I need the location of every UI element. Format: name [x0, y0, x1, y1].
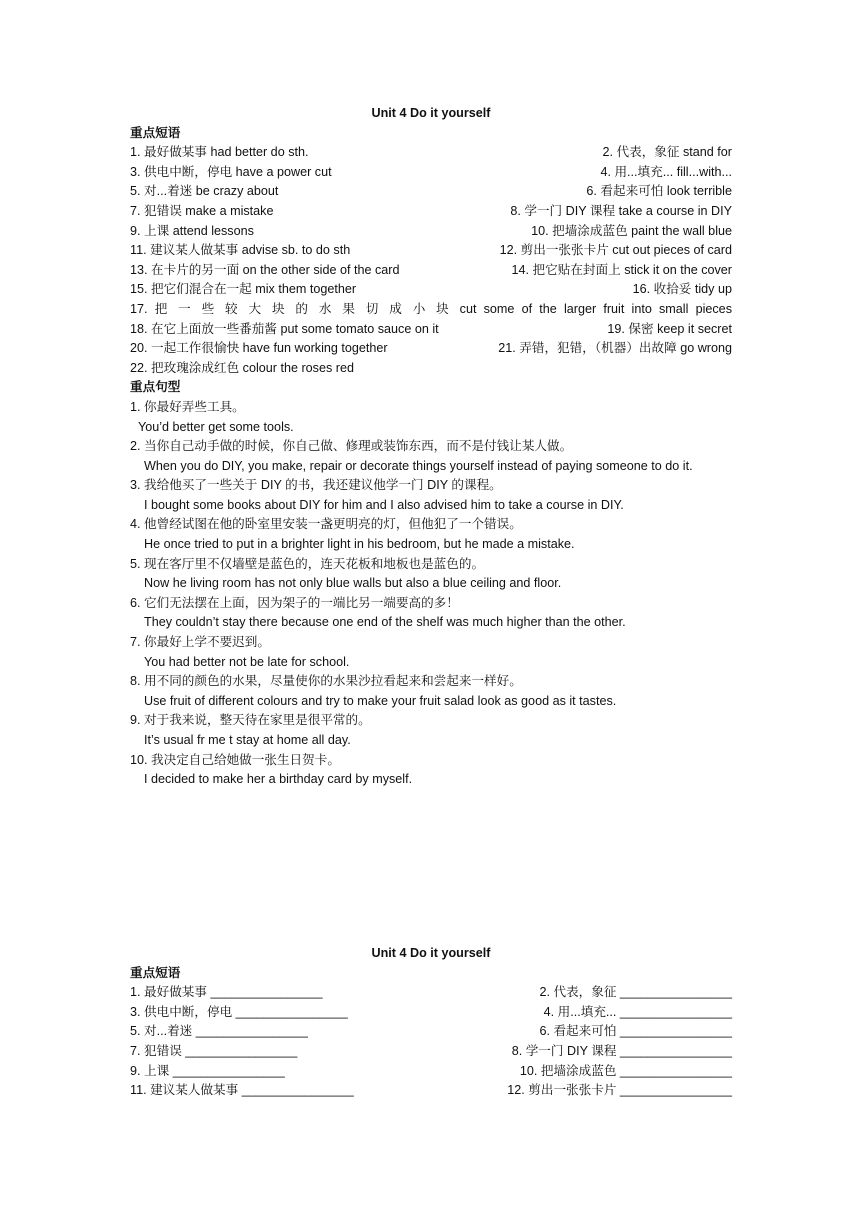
phrase-row	[130, 202, 732, 222]
sentence-cn: 10. 我决定自己给她做一张生日贺卡。	[130, 752, 340, 767]
sentence-cn: 6. 它们无法摆在上面，因为架子的一端比另一端要高的多！	[130, 595, 459, 610]
sentence-en: I bought some books about DIY for him and I also advised him to take a course in DIY.	[144, 497, 624, 512]
phrase-row	[130, 222, 732, 242]
phrase-list	[130, 143, 732, 378]
sentence-cn: 3. 我给他买了一些关于 DIY 的书，我还建议他学一门 DIY 的课程。	[130, 478, 502, 493]
sentence-en: You had better not be late for school.	[144, 654, 350, 669]
blank-left: 3. 供电中断，停电 ________________	[130, 1004, 348, 1019]
sentence-cn: 9. 对于我来说，整天待在家里是很平常的。	[130, 713, 371, 728]
blank-right: 8. 学一门 DIY 课程 ________________	[511, 1043, 732, 1058]
phrase-right: 14. 把它贴在封面上 stick it on the cover	[511, 262, 732, 277]
blank-right: 2. 代表，象征 ________________	[539, 985, 732, 1000]
phrase-left: 3. 供电中断，停电 have a power cut	[130, 164, 332, 179]
sentence-en: Now he living room has not only blue walls but also a blue ceiling and floor.	[144, 576, 562, 591]
blank-row	[130, 1062, 732, 1082]
sentence-cn: 2. 当你自己动手做的时候，你自己做、修理或装饰东西，而不是付钱让某人做。	[130, 439, 573, 454]
phrase-row	[130, 182, 732, 202]
phrase-left: 11. 建议某人做某事 advise sb. to do sth	[130, 243, 351, 258]
sentence-cn: 5. 现在客厅里不仅墙壁是蓝色的，连天花板和地板也是蓝色的。	[130, 556, 485, 571]
sentence-en: It’s usual fr me t stay at home all day.	[144, 733, 351, 747]
sentence-cn: 7. 你最好上学不要迟到。	[130, 635, 270, 650]
section-exercise	[130, 944, 732, 1101]
phrase-left: 15. 把它们混合在一起 mix them together	[130, 282, 357, 297]
phrase-row	[130, 241, 732, 261]
phrase-right: 16. 收拾妥 tidy up	[632, 282, 732, 297]
phrase-right: 6. 看起来可怕 look terrible	[586, 184, 732, 199]
blank-row	[130, 1003, 732, 1023]
phrase-left: 5. 对...着迷 be crazy about	[130, 184, 279, 199]
blank-row	[130, 1081, 732, 1101]
blank-left: 9. 上课 ________________	[130, 1063, 285, 1078]
sentence-cn: 8. 用不同的颜色的水果，尽量使你的水果沙拉看起来和尝起来一样好。	[130, 674, 522, 689]
sentence-cn: 4. 他曾经试图在他的卧室里安装一盏更明亮的灯，但他犯了一个错误。	[130, 517, 522, 532]
blank-right: 10. 把墙涂成蓝色 ________________	[519, 1063, 732, 1078]
phrase-right: 2. 代表，象征 stand for	[602, 145, 732, 160]
phrase-row	[130, 339, 732, 359]
phrase-row	[130, 143, 732, 163]
sentence-en: They couldn’t stay there because one end of the shelf was much higher than the other.	[144, 615, 626, 630]
blank-left: 11. 建议某人做某事 ________________	[130, 1083, 354, 1098]
unit-title: Unit 4 Do it yourself	[371, 106, 491, 120]
blank-row	[130, 1022, 732, 1042]
phrase-row	[130, 280, 732, 300]
blank-right: 4. 用...填充... ________________	[543, 1004, 732, 1019]
sentence-en: He once tried to put in a brighter light in his bedroom, but he made a mistake.	[144, 537, 575, 552]
phrase-left: 20. 一起工作很愉快 have fun working together	[130, 341, 388, 356]
phrase-row	[130, 163, 732, 183]
phrases-heading: 重点短语	[130, 965, 181, 980]
phrase-left: 7. 犯错误 make a mistake	[130, 203, 274, 218]
phrase-row	[130, 320, 732, 340]
phrase-right: 4. 用...填充... fill...with...	[600, 164, 732, 179]
blank-left: 7. 犯错误 ________________	[130, 1043, 298, 1058]
phrase-left: 18. 在它上面放一些番茄酱 put some tomato sauce on it	[130, 321, 439, 336]
phrase-left: 9. 上课 attend lessons	[130, 223, 254, 238]
blank-right: 6. 看起来可怕 ________________	[539, 1024, 732, 1039]
blank-row	[130, 1042, 732, 1062]
phrase-right: 8. 学一门 DIY 课程 take a course in DIY	[510, 203, 732, 218]
sentence-cn: 1. 你最好弄些工具。	[130, 399, 245, 414]
phrase-right: 10. 把墙涂成蓝色 paint the wall blue	[531, 223, 732, 238]
section-answer-key	[130, 104, 732, 790]
blank-row	[130, 983, 732, 1003]
sentence-en: I decided to make her a birthday card by myself.	[144, 772, 413, 787]
phrase-row	[130, 261, 732, 281]
phrase-right: 21. 弄错，犯错，（机器）出故障 go wrong	[498, 341, 732, 356]
blank-phrase-list	[130, 983, 732, 1101]
phrase-right: 19. 保密 keep it secret	[607, 321, 732, 336]
phrase-row-justified: 17. 把 一 些 较 大 块 的 水 果 切 成 小 块 cut some of the larger fruit into small pieces	[130, 301, 732, 316]
sentence-list	[130, 398, 732, 790]
phrase-row-single: 22. 把玫瑰涂成红色 colour the roses red	[130, 360, 354, 375]
phrases-heading: 重点短语	[130, 125, 181, 140]
blank-left: 5. 对...着迷 ________________	[130, 1024, 308, 1039]
unit-title: Unit 4 Do it yourself	[371, 946, 491, 960]
sentence-en: You’d better get some tools.	[138, 419, 294, 434]
blank-right: 12. 剪出一张张卡片 ________________	[507, 1083, 732, 1098]
sentence-en: When you do DIY, you make, repair or decorate things yourself instead of paying someone to do it.	[144, 458, 693, 473]
phrase-right: 12. 剪出一张张卡片 cut out pieces of card	[499, 243, 732, 258]
sentence-en: Use fruit of different colours and try to make your fruit salad look as good as it tastes.	[144, 693, 617, 708]
phrase-left: 13. 在卡片的另一面 on the other side of the card	[130, 262, 400, 277]
sentences-heading: 重点句型	[130, 380, 181, 395]
blank-left: 1. 最好做某事 ________________	[130, 985, 323, 1000]
phrase-left: 1. 最好做某事 had better do sth.	[130, 145, 309, 160]
